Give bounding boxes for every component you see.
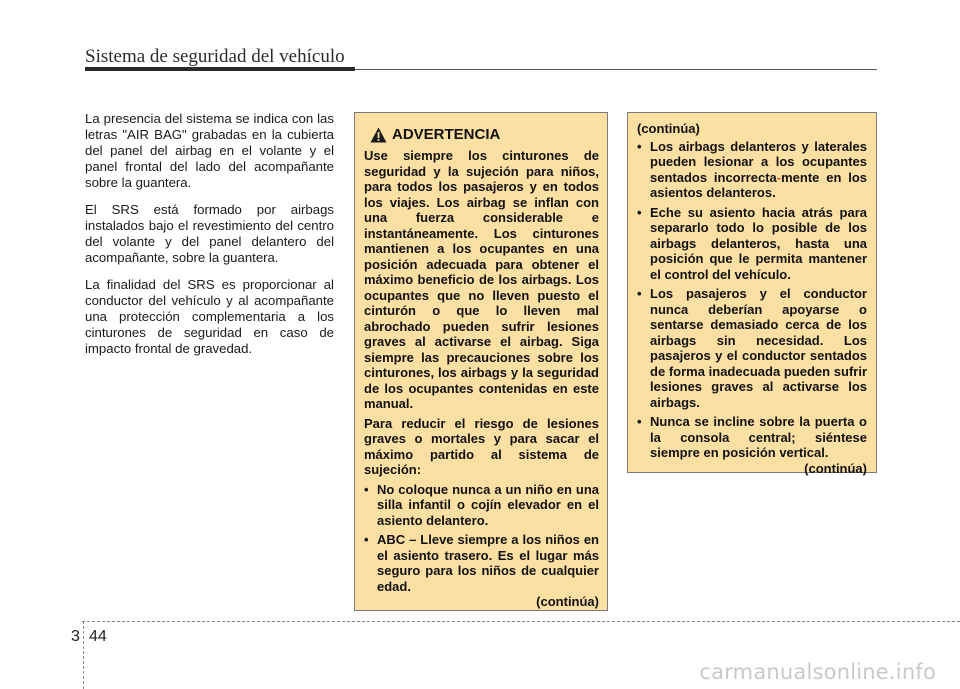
- list-item: • No coloque nunca a un niño en una silla infantil o cojín elevador en el asiento delantero.: [364, 482, 599, 529]
- intro-text: [85, 111, 334, 368]
- footer-divider: [83, 621, 84, 689]
- hyphen-mark: -: [776, 169, 782, 185]
- list-item: [637, 139, 867, 201]
- intro-paragraph: La presencia del sistema se indica con las letras "AIR BAG" grabadas en la cubierta del panel del airbag en el volante y el panel frontal del lado del acompañante sobre la guantera.: [85, 111, 334, 190]
- chapter-number: 3: [71, 628, 80, 645]
- list-item: • Eche su asiento hacia atrás para separarlo todo lo posible de los airbags delanteros, hasta una posición que le permita mantener el control del vehículo.: [637, 205, 867, 283]
- warning-triangle-icon: [370, 127, 387, 143]
- list-item: • Nunca se incline sobre la puerta o la consola central; siéntese siempre en posición vertical.: [637, 414, 867, 461]
- warning-box: [354, 112, 608, 611]
- footer-rule: [82, 621, 960, 622]
- continued-list: [637, 139, 867, 461]
- section-title: Sistema de seguridad del vehículo: [85, 46, 345, 67]
- continued-label: (continúa): [637, 121, 700, 136]
- header-rule-thick: [85, 67, 355, 71]
- continued-warning-box: [627, 112, 877, 476]
- continued-label: (continúa): [804, 460, 867, 476]
- warning-title: ADVERTENCIA: [392, 126, 501, 144]
- continued-label: (continúa): [536, 594, 599, 609]
- intro-paragraph: El SRS está formado por airbags instalados bajo el revestimiento del centro del volante y del panel delantero del acompañante, sobre la guantera.: [85, 202, 334, 265]
- list-item: • Los pasajeros y el conductor nunca deberían apoyarse o sentarse demasiado cerca de los airbags sin necesidad. Los pasajeros y el conductor sentados de forma inadecuada pueden sufrir lesiones graves al activarse los airbags.: [637, 286, 867, 410]
- warning-paragraph: Para reducir el riesgo de lesiones graves o mortales y para sacar el máximo partido al sistema de sujeción:: [364, 415, 599, 477]
- watermark-text: carmanualsonline.info: [699, 660, 936, 684]
- intro-paragraph: La finalidad del SRS es proporcionar al conductor del vehículo y al acompañante una protección complementaria a los cinturones de seguridad en caso de impacto frontal de gravedad.: [85, 277, 334, 356]
- page-number-value: 44: [89, 628, 107, 645]
- header-rule-thin: [355, 69, 877, 70]
- warning-header: [364, 123, 599, 147]
- warning-paragraph: Use siempre los cinturones de seguridad y la sujeción para niños, para todos los pasajeros y en todos los viajes. Los airbag se inflan con una fuerza considerable e instantáneamente. Los cinturones mantienen a los ocupantes en una posición adecuada para obtener el máximo beneficio de los airbags. Los ocupantes que no lleven puesto el cinturón o que lo lleven mal abrochado pueden sufrir lesiones graves al activarse el airbag. Siga siempre las precauciones sobre los cinturones, los airbags y la seguridad de los ocupantes contenidas en este manual.: [364, 148, 599, 411]
- list-item-text: mente en los asientos delanteros.: [650, 169, 868, 200]
- list-item-text: Los airbags delanteros y laterales pueden lesionar a los ocupantes sentados incorrecta: [650, 138, 867, 185]
- warning-list: [364, 482, 599, 595]
- list-item: • ABC – Lleve siempre a los niños en el asiento trasero. Es el lugar más seguro para los niños de cualquier edad.: [364, 532, 599, 594]
